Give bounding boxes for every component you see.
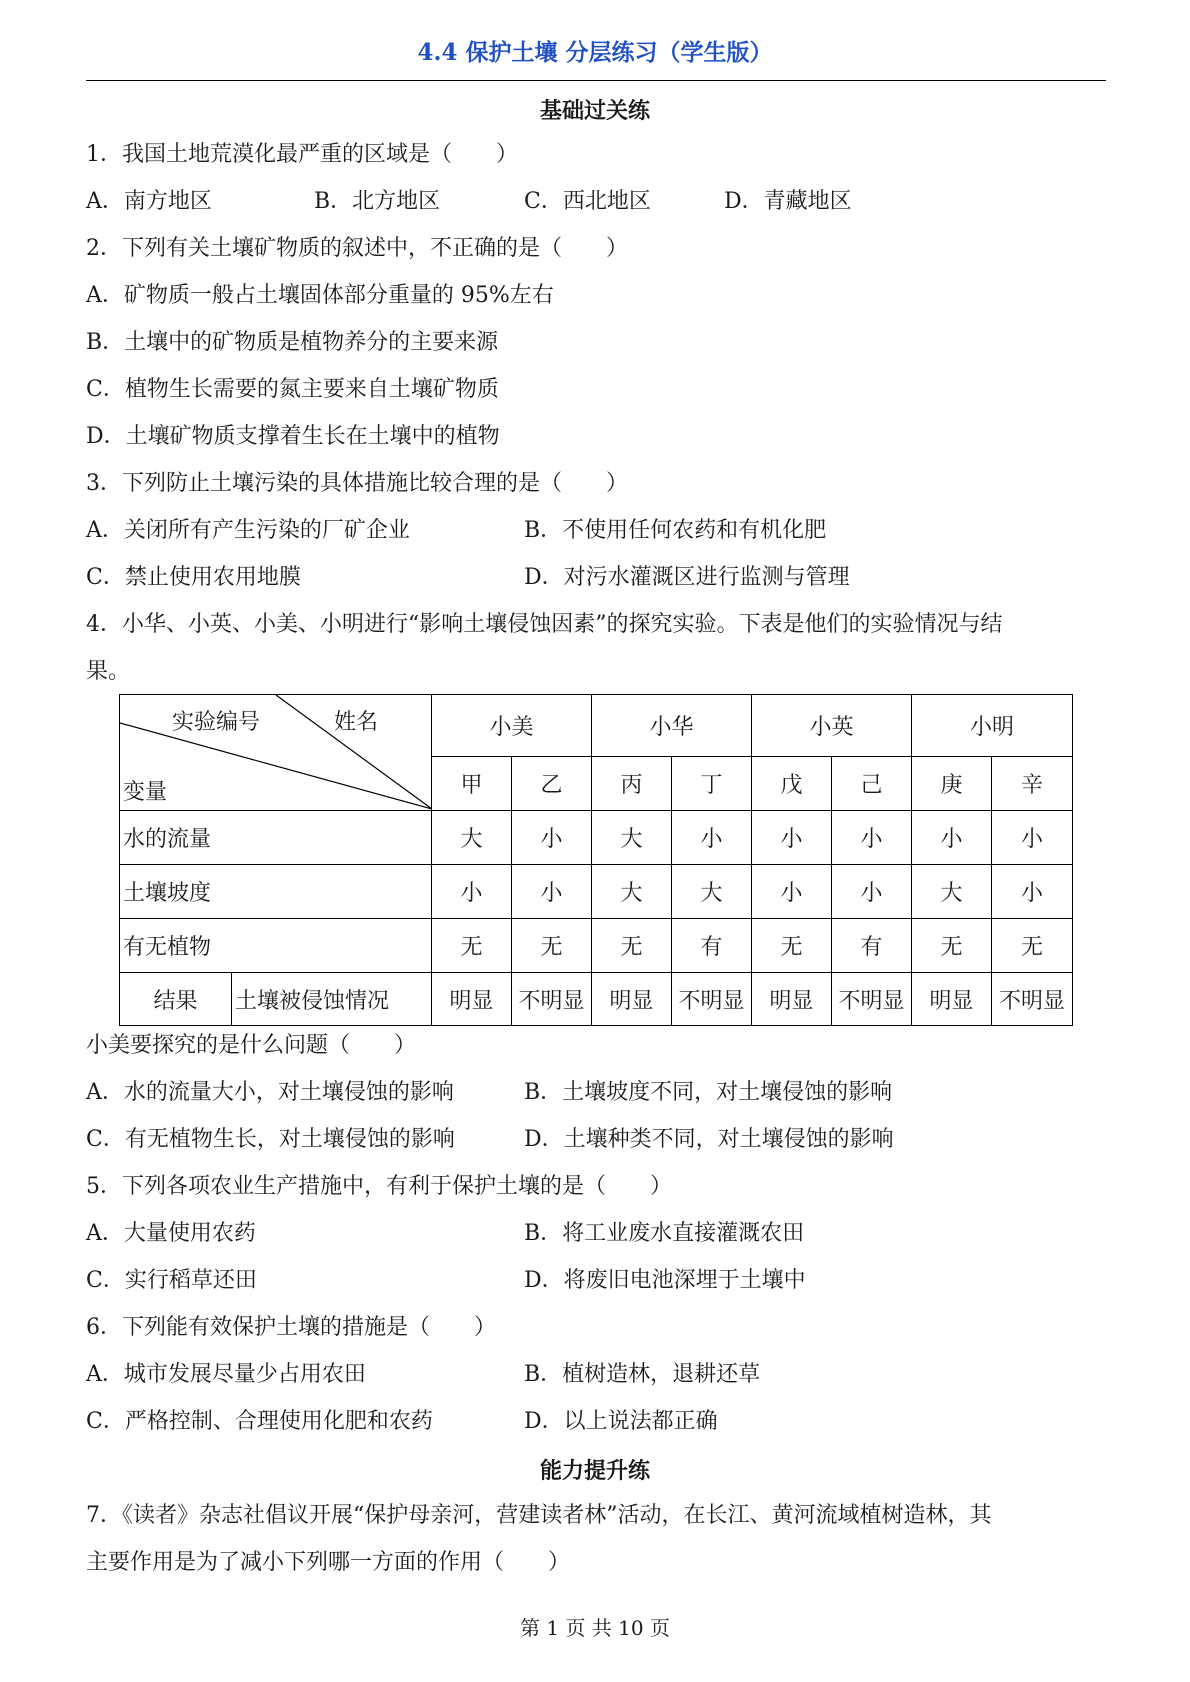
row-label: 有无植物 — [120, 919, 432, 973]
name-cell: 小华 — [592, 695, 752, 757]
value-cell: 小 — [992, 865, 1073, 919]
value-cell: 小 — [512, 865, 592, 919]
value-cell: 大 — [592, 811, 672, 865]
code-cell: 戊 — [752, 757, 832, 811]
value-cell: 小 — [672, 811, 752, 865]
question-2-stem: 2．下列有关土壤矿物质的叙述中，不正确的是（ ） — [86, 236, 628, 261]
value-cell: 小 — [832, 865, 912, 919]
section-title-advanced: 能力提升练 — [539, 1458, 650, 1484]
question-1-option-b: B．北方地区 — [314, 189, 441, 214]
value-cell: 有 — [832, 919, 912, 973]
name-cell: 小明 — [912, 695, 1073, 757]
table-row — [120, 811, 1073, 865]
question-5-option-b: B．将工业废水直接灌溉农田 — [524, 1221, 805, 1246]
code-cell: 丁 — [672, 757, 752, 811]
header-variable: 变量 — [123, 780, 168, 805]
value-cell: 无 — [992, 919, 1073, 973]
name-cell: 小英 — [752, 695, 912, 757]
value-cell: 无 — [752, 919, 832, 973]
question-5-option-d: D．将废旧电池深埋于土壤中 — [524, 1268, 806, 1293]
question-2-option-b: B．土壤中的矿物质是植物养分的主要来源 — [86, 330, 499, 355]
question-3-stem: 3．下列防止土壤污染的具体措施比较合理的是（ ） — [86, 471, 628, 496]
value-cell: 有 — [672, 919, 752, 973]
value-cell: 无 — [592, 919, 672, 973]
question-3-option-d: D．对污水灌溉区进行监测与管理 — [524, 565, 850, 590]
name-cell: 小美 — [432, 695, 592, 757]
question-4-option-d: D．土壤种类不同，对土壤侵蚀的影响 — [524, 1127, 894, 1152]
question-6-option-b: B．植树造林，退耕还草 — [524, 1362, 761, 1387]
question-3-option-a: A．关闭所有产生污染的厂矿企业 — [86, 518, 410, 543]
question-4-option-b: B．土壤坡度不同，对土壤侵蚀的影响 — [524, 1080, 893, 1105]
value-cell: 大 — [432, 811, 512, 865]
value-cell: 小 — [432, 865, 512, 919]
result-cell: 不明显 — [512, 973, 592, 1026]
value-cell: 大 — [912, 865, 992, 919]
page-title: 4.4 保护土壤 分层练习（学生版） — [417, 39, 773, 66]
page-footer: 第 1 页 共 10 页 — [520, 1616, 670, 1640]
code-cell: 乙 — [512, 757, 592, 811]
value-cell: 小 — [512, 811, 592, 865]
value-cell: 小 — [992, 811, 1073, 865]
value-cell: 小 — [752, 811, 832, 865]
code-cell: 己 — [832, 757, 912, 811]
question-5-option-a: A．大量使用农药 — [86, 1221, 256, 1246]
header-rule — [86, 80, 1106, 81]
value-cell: 无 — [432, 919, 512, 973]
value-cell: 大 — [672, 865, 752, 919]
question-7-stem-line2: 主要作用是为了减小下列哪一方面的作用（ ） — [86, 1550, 571, 1575]
question-2-option-a: A．矿物质一般占土壤固体部分重量的 95%左右 — [86, 283, 554, 308]
result-sublabel: 土壤被侵蚀情况 — [232, 973, 432, 1026]
value-cell: 大 — [592, 865, 672, 919]
code-cell: 甲 — [432, 757, 512, 811]
question-4-stem-line2: 果。 — [86, 659, 131, 684]
header-name: 姓名 — [334, 710, 379, 735]
question-2-option-d: D．土壤矿物质支撑着生长在土壤中的植物 — [86, 424, 500, 449]
question-5-option-c: C．实行稻草还田 — [86, 1268, 257, 1293]
question-1-option-a: A．南方地区 — [86, 189, 212, 214]
code-cell: 丙 — [592, 757, 672, 811]
result-cell: 明显 — [432, 973, 512, 1026]
row-label: 水的流量 — [120, 811, 432, 865]
question-7-stem-line1: 7．《读者》杂志社倡议开展“保护母亲河，营建读者林”活动，在长江、黄河流域植树造林，其 — [86, 1503, 992, 1528]
code-cell: 庚 — [912, 757, 992, 811]
question-4-followup: 小美要探究的是什么问题（ ） — [86, 1033, 417, 1058]
table-diagonal-header — [120, 695, 432, 811]
code-cell: 辛 — [992, 757, 1073, 811]
value-cell: 无 — [912, 919, 992, 973]
question-5-stem: 5．下列各项农业生产措施中，有利于保护土壤的是（ ） — [86, 1174, 672, 1199]
result-label: 结果 — [120, 973, 232, 1026]
value-cell: 小 — [912, 811, 992, 865]
question-4-stem-line1: 4．小华、小英、小美、小明进行“影响土壤侵蚀因素”的探究实验。下表是他们的实验情况与结 — [86, 612, 1003, 637]
question-6-stem: 6．下列能有效保护土壤的措施是（ ） — [86, 1315, 496, 1340]
section-title-basic: 基础过关练 — [539, 98, 650, 124]
question-1-option-c: C．西北地区 — [524, 189, 651, 214]
table-row — [120, 919, 1073, 973]
question-2-option-c: C．植物生长需要的氮主要来自土壤矿物质 — [86, 377, 499, 402]
value-cell: 无 — [512, 919, 592, 973]
value-cell: 小 — [832, 811, 912, 865]
result-cell: 不明显 — [832, 973, 912, 1026]
table-row-result — [120, 973, 1073, 1026]
value-cell: 小 — [752, 865, 832, 919]
question-3-option-b: B．不使用任何农药和有机化肥 — [524, 518, 827, 543]
question-1-stem: 1．我国土地荒漠化最严重的区域是（ ） — [86, 142, 518, 167]
question-3-option-c: C．禁止使用农用地膜 — [86, 565, 301, 590]
result-cell: 不明显 — [672, 973, 752, 1026]
result-cell: 不明显 — [992, 973, 1073, 1026]
header-exp-no: 实验编号 — [172, 710, 261, 735]
question-6-option-c: C．严格控制、合理使用化肥和农药 — [86, 1409, 433, 1434]
experiment-table — [119, 694, 1073, 1026]
question-4-option-c: C．有无植物生长，对土壤侵蚀的影响 — [86, 1127, 455, 1152]
result-cell: 明显 — [592, 973, 672, 1026]
table-row — [120, 865, 1073, 919]
question-6-option-d: D．以上说法都正确 — [524, 1409, 718, 1434]
result-cell: 明显 — [912, 973, 992, 1026]
question-4-option-a: A．水的流量大小，对土壤侵蚀的影响 — [86, 1080, 454, 1105]
question-1-option-d: D．青藏地区 — [724, 189, 852, 214]
result-cell: 明显 — [752, 973, 832, 1026]
row-label: 土壤坡度 — [120, 865, 432, 919]
question-6-option-a: A．城市发展尽量少占用农田 — [86, 1362, 366, 1387]
